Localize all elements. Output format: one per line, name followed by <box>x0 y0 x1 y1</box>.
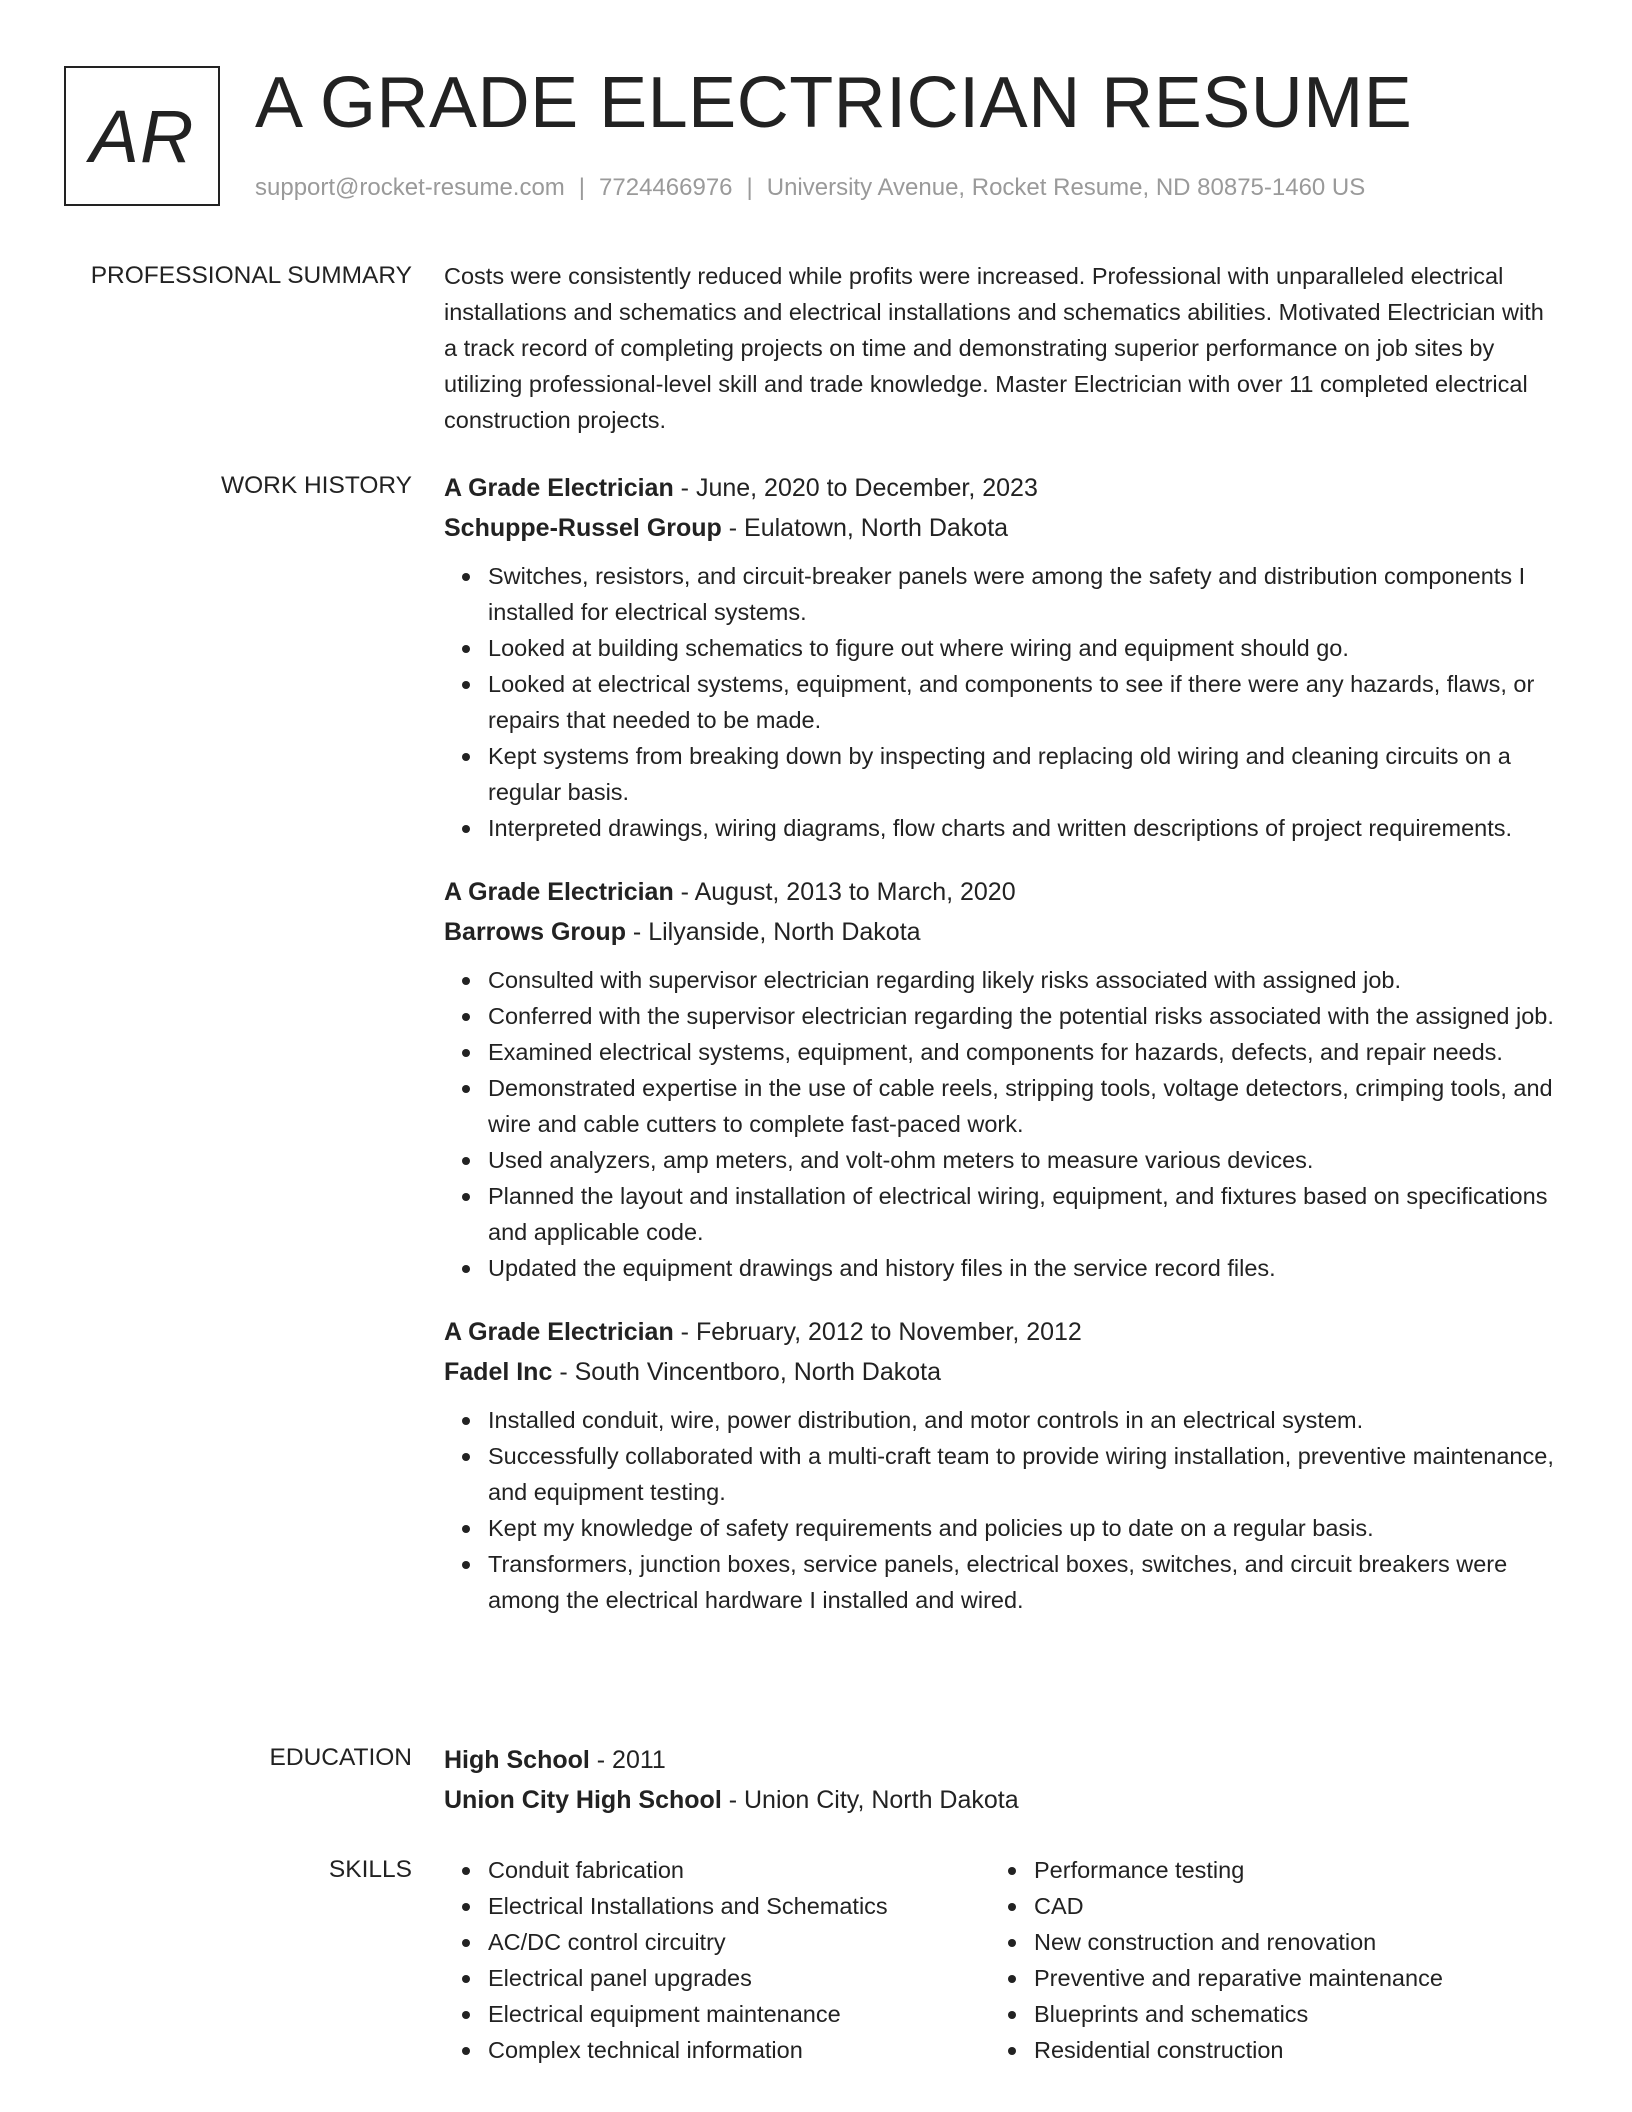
job-entry <box>444 872 1556 1286</box>
job-entry <box>444 468 1556 846</box>
skill-item: AC/DC control circuitry <box>488 1924 990 1960</box>
job-bullet: Transformers, junction boxes, service panels, electrical boxes, switches, and circuit breakers were among the electrical hardware I installed and wired. <box>488 1546 1556 1618</box>
education-degree-line <box>444 1740 1556 1780</box>
section-label-education: EDUCATION <box>269 1744 412 1771</box>
section-label-skills: SKILLS <box>328 1856 412 1883</box>
contact-separator: | <box>746 174 753 201</box>
skill-item: Preventive and reparative maintenance <box>1034 1960 1536 1996</box>
skills-column-right <box>990 1852 1536 2068</box>
skill-item: Electrical panel upgrades <box>488 1960 990 1996</box>
skills-list <box>990 1852 1536 2068</box>
skills-list <box>444 1852 990 2068</box>
job-title-line <box>444 872 1556 912</box>
contact-line <box>255 172 1365 204</box>
section-label-work-history: WORK HISTORY <box>220 472 412 499</box>
job-location: - Lilyanside, North Dakota <box>625 918 921 946</box>
job-bullet: Kept my knowledge of safety requirements and policies up to date on a regular basis. <box>488 1510 1556 1546</box>
monogram-badge <box>64 66 220 206</box>
job-dates: - February, 2012 to November, 2012 <box>673 1318 1082 1346</box>
resume-title: A GRADE ELECTRICIAN RESUME <box>255 63 1413 143</box>
job-bullet: Examined electrical systems, equipment, and components for hazards, defects, and repair needs. <box>488 1034 1556 1070</box>
job-company: Barrows Group <box>444 918 626 946</box>
job-company: Schuppe-Russel Group <box>444 514 722 542</box>
education-school-line <box>444 1780 1556 1820</box>
skills-grid <box>444 1852 1556 2068</box>
job-company-line <box>444 912 1556 952</box>
job-bullet: Kept systems from breaking down by inspecting and replacing old wiring and cleaning circuits on a regular basis. <box>488 738 1556 810</box>
skill-item: CAD <box>1034 1888 1536 1924</box>
work-history-body <box>444 468 1556 1644</box>
contact-separator: | <box>578 174 586 201</box>
skill-item: Electrical equipment maintenance <box>488 1996 990 2032</box>
skill-item: Performance testing <box>1034 1852 1536 1888</box>
job-dates: - June, 2020 to December, 2023 <box>673 474 1038 502</box>
education-school: Union City High School <box>444 1786 722 1814</box>
summary-body <box>444 258 1556 438</box>
job-bullet: Looked at building schematics to figure out where wiring and equipment should go. <box>488 630 1556 666</box>
contact-address: University Avenue, Rocket Resume, ND 80875-1460 US <box>766 174 1366 201</box>
skill-item: Residential construction <box>1034 2032 1536 2068</box>
monogram-initials: AR <box>89 94 195 178</box>
job-bullets <box>444 558 1556 846</box>
job-company-line <box>444 1352 1556 1392</box>
skill-item: Blueprints and schematics <box>1034 1996 1536 2032</box>
job-company-line <box>444 508 1556 548</box>
job-title: A Grade Electrician <box>444 878 674 906</box>
section-label-summary: PROFESSIONAL SUMMARY <box>90 262 412 289</box>
job-bullets <box>444 1402 1556 1618</box>
job-bullet: Installed conduit, wire, power distribution, and motor controls in an electrical system. <box>488 1402 1556 1438</box>
skill-item: Conduit fabrication <box>488 1852 990 1888</box>
job-bullet: Switches, resistors, and circuit-breaker panels were among the safety and distribution components I installed for electrical systems. <box>488 558 1556 630</box>
skills-body <box>444 1852 1556 2068</box>
education-body <box>444 1740 1556 1820</box>
education-location: - Union City, North Dakota <box>721 1786 1019 1814</box>
summary-text: Costs were consistently reduced while profits were increased. Professional with unparalleled electrical installations and schematics and electrical installations and schematics abilities. Motivated Electrician with a track record of completing projects on time and demonstrating superior performance on job sites by utilizing professional-level skill and trade knowledge. Master Electrician with over 11 completed electrical construction projects. <box>444 263 1544 433</box>
job-bullet: Planned the layout and installation of electrical wiring, equipment, and fixtures based on specifications and applicable code. <box>488 1178 1556 1250</box>
job-company: Fadel Inc <box>444 1358 553 1386</box>
contact-email: support@rocket-resume.com <box>255 174 565 201</box>
skills-column-left <box>444 1852 990 2068</box>
contact-phone: 7724466976 <box>599 174 733 201</box>
job-dates: - August, 2013 to March, 2020 <box>673 878 1016 906</box>
job-bullet: Looked at electrical systems, equipment, and components to see if there were any hazards, flaws, or repairs that needed to be made. <box>488 666 1556 738</box>
job-bullets <box>444 962 1556 1286</box>
job-location: - Eulatown, North Dakota <box>721 514 1009 542</box>
job-bullet: Interpreted drawings, wiring diagrams, flow charts and written descriptions of project requirements. <box>488 810 1556 846</box>
education-degree: High School <box>444 1746 590 1774</box>
job-bullet: Consulted with supervisor electrician regarding likely risks associated with assigned job. <box>488 962 1556 998</box>
job-title-line <box>444 1312 1556 1352</box>
job-entry <box>444 1312 1556 1618</box>
job-bullet: Conferred with the supervisor electrician regarding the potential risks associated with the assigned job. <box>488 998 1556 1034</box>
job-title-line <box>444 468 1556 508</box>
job-bullet: Updated the equipment drawings and history files in the service record files. <box>488 1250 1556 1286</box>
job-bullet: Successfully collaborated with a multi-craft team to provide wiring installation, preventive maintenance, and equipment testing. <box>488 1438 1556 1510</box>
skill-item: Complex technical information <box>488 2032 990 2068</box>
job-location: - South Vincentboro, North Dakota <box>552 1358 942 1386</box>
job-title: A Grade Electrician <box>444 1318 674 1346</box>
skill-item: Electrical Installations and Schematics <box>488 1888 990 1924</box>
job-title: A Grade Electrician <box>444 474 674 502</box>
education-year: - 2011 <box>589 1746 666 1774</box>
skill-item: New construction and renovation <box>1034 1924 1536 1960</box>
job-bullet: Demonstrated expertise in the use of cable reels, stripping tools, voltage detectors, crimping tools, and wire and cable cutters to complete fast-paced work. <box>488 1070 1556 1142</box>
job-bullet: Used analyzers, amp meters, and volt-ohm meters to measure various devices. <box>488 1142 1556 1178</box>
